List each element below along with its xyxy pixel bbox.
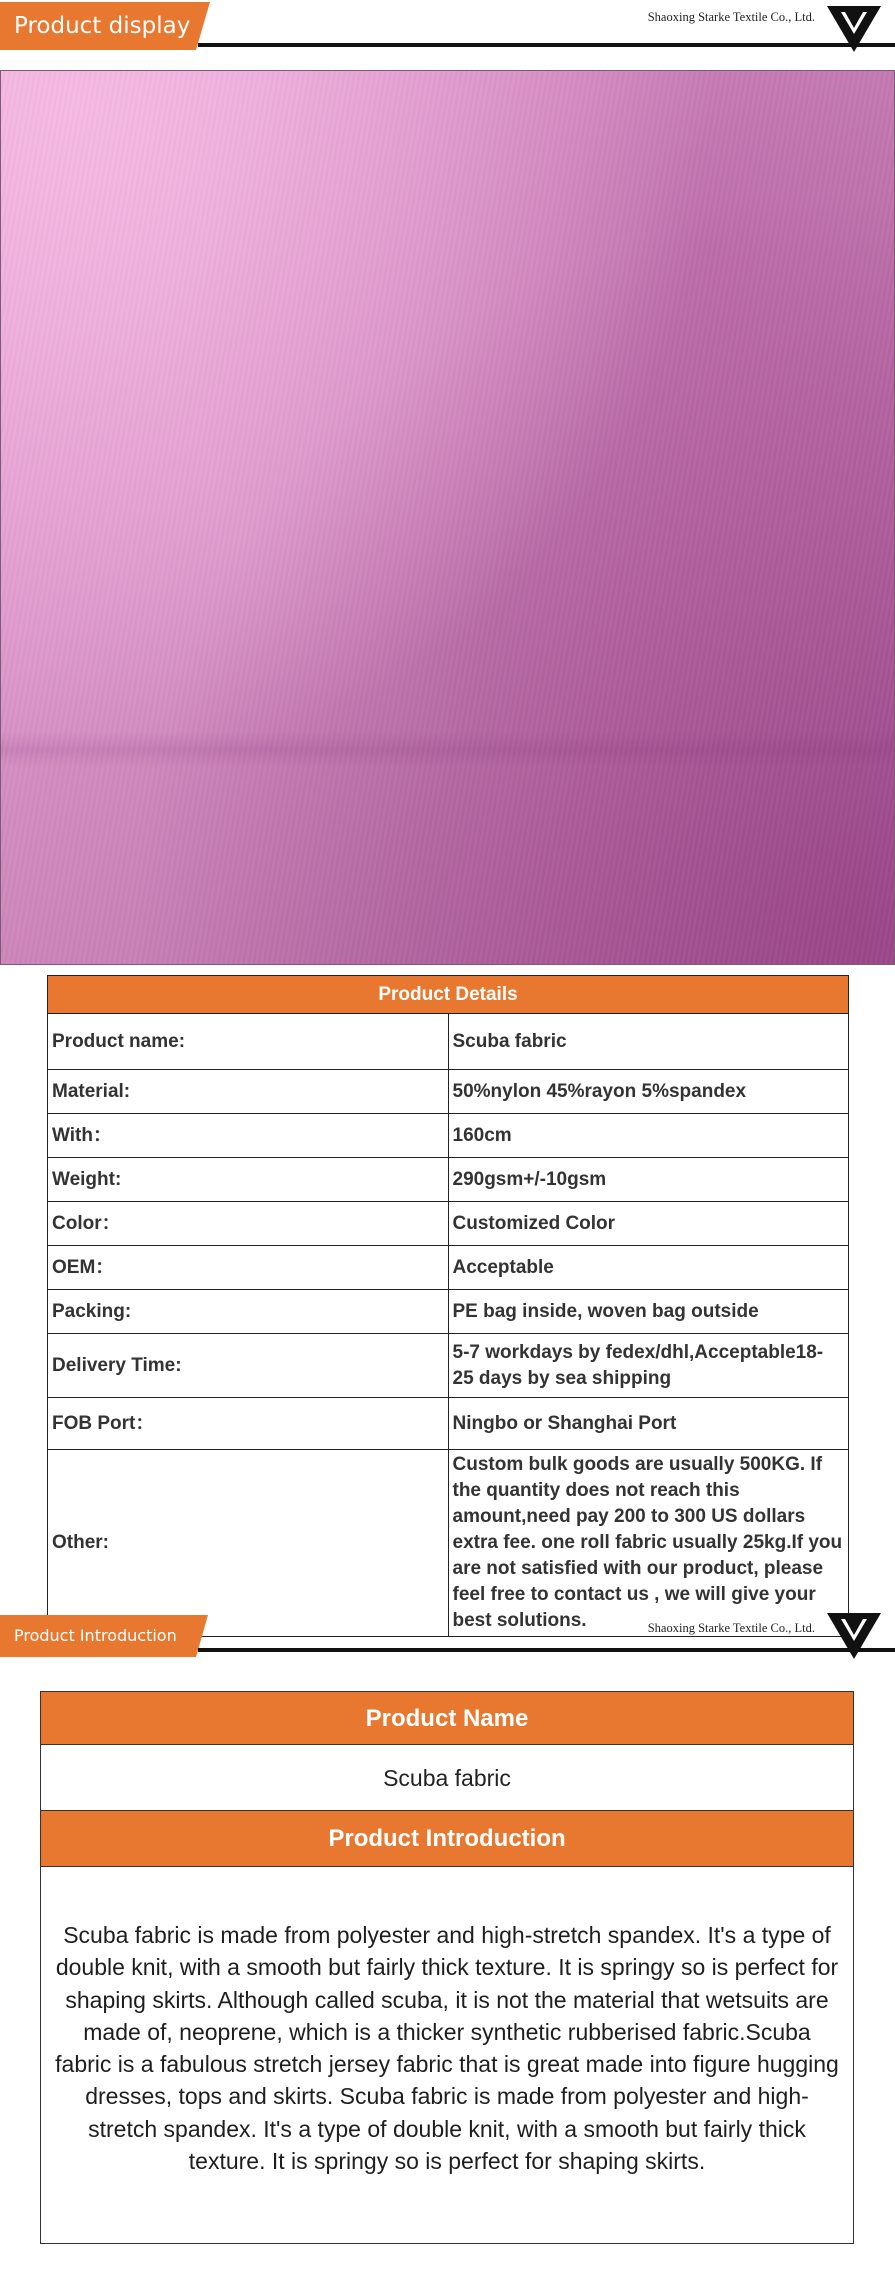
banner-rule <box>198 43 895 47</box>
company-name: Shaoxing Starke Textile Co., Ltd. <box>647 10 815 24</box>
banner-rule <box>198 1648 895 1652</box>
detail-value: 5-7 workdays by fedex/dhl,Acceptable18-25 days by sea shipping <box>448 1334 849 1398</box>
detail-label: OEM： <box>48 1246 449 1290</box>
details-header-row <box>48 976 849 1014</box>
section-title-product-introduction: Product Introduction <box>0 1615 196 1657</box>
product-introduction-banner <box>0 1605 895 1665</box>
table-row <box>48 1070 849 1114</box>
detail-value: 160cm <box>448 1114 849 1158</box>
product-introduction-text: Scuba fabric is made from polyester and high-stretch spandex. It's a type of double knit, with a smooth but fairly thick texture. It is springy so is perfect for shaping skirts. Although called scuba, it is not the material that wetsuits are made of, neoprene, which is a thicker synthetic rubberised fabric.Scuba fabric is a fabulous stretch jersey fabric that is great made into figure hugging dresses, tops and skirts. Scuba fabric is made from polyester and high-stretch spandex. It's a type of double knit, with a smooth but fairly thick texture. It is springy so is perfect for shaping skirts. <box>55 1922 839 2175</box>
detail-value: 50%nylon 45%rayon 5%spandex <box>448 1070 849 1114</box>
detail-label: With： <box>48 1114 449 1158</box>
product-introduction-header: Product Introduction <box>41 1811 853 1867</box>
product-introduction-box <box>40 1691 854 2244</box>
table-row <box>48 1290 849 1334</box>
chevron-down-icon <box>823 1611 885 1663</box>
company-name: Shaoxing Starke Textile Co., Ltd. <box>647 1621 815 1635</box>
product-display-banner <box>0 0 895 60</box>
detail-value: Custom bulk goods are usually 500KG. If the quantity does not reach this amount,need pay 200 to 300 US dollars extra fee. one roll fabric usually 25kg.If you are not satisfied with our product, please feel free to contact us , we will give your best solutions. <box>448 1450 849 1637</box>
table-row <box>48 1246 849 1290</box>
detail-label: Other: <box>48 1450 449 1637</box>
detail-label: Packing: <box>48 1290 449 1334</box>
product-name-header: Product Name <box>41 1692 853 1745</box>
product-details-table <box>47 975 849 1637</box>
chevron-down-icon <box>823 4 885 56</box>
table-row <box>48 1334 849 1398</box>
detail-value: Ningbo or Shanghai Port <box>448 1398 849 1450</box>
table-row <box>48 1014 849 1070</box>
table-row <box>48 1114 849 1158</box>
detail-label: Product name: <box>48 1014 449 1070</box>
detail-value: PE bag inside, woven bag outside <box>448 1290 849 1334</box>
detail-label: FOB Port： <box>48 1398 449 1450</box>
fabric-swatch-photo <box>0 70 895 965</box>
detail-value: 290gsm+/-10gsm <box>448 1158 849 1202</box>
details-title: Product Details <box>48 976 849 1014</box>
table-row <box>48 1202 849 1246</box>
table-row <box>48 1398 849 1450</box>
detail-value: Customized Color <box>448 1202 849 1246</box>
table-row <box>48 1158 849 1202</box>
detail-label: Weight: <box>48 1158 449 1202</box>
section-title-product-display: Product display <box>0 2 196 50</box>
detail-label: Color： <box>48 1202 449 1246</box>
detail-label: Delivery Time: <box>48 1334 449 1398</box>
product-name-value: Scuba fabric <box>41 1745 853 1811</box>
detail-value: Scuba fabric <box>448 1014 849 1070</box>
detail-value: Acceptable <box>448 1246 849 1290</box>
detail-label: Material: <box>48 1070 449 1114</box>
